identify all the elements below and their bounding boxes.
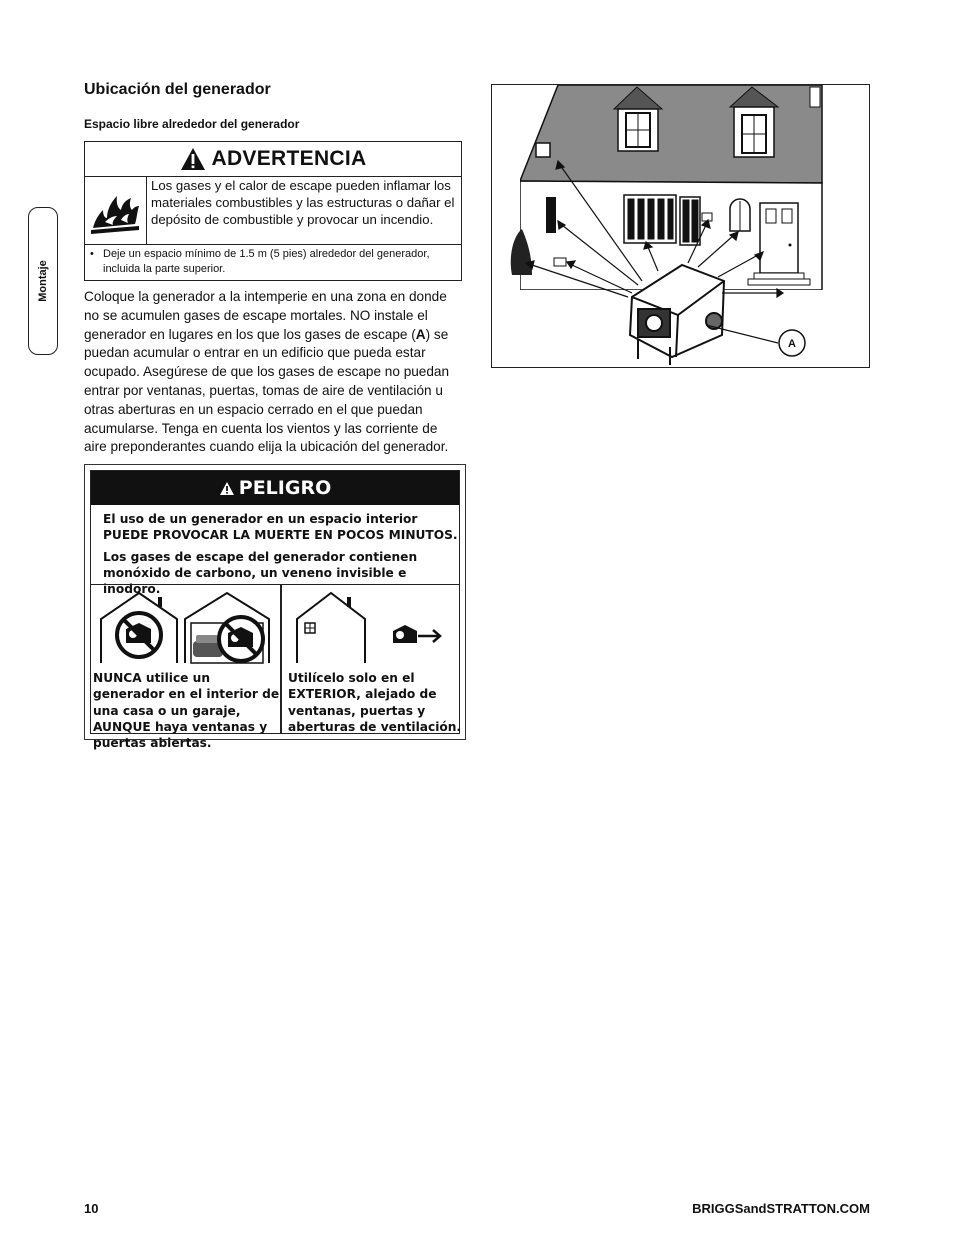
section-title: Ubicación del generador [84,81,271,98]
danger-inner [90,470,462,751]
side-tab [28,207,58,355]
warning-title: ADVERTENCIA [211,147,367,170]
page-number: 10 [84,1201,99,1216]
house-generator-drawing [492,85,868,366]
no-indoor-pictogram [95,589,275,667]
danger-line-1: El uso de un generador en un espacio interior PUEDE PROVOCAR LA MUERTE EN POCOS MINUTOS. [103,512,458,542]
warning-triangle-icon [180,147,206,171]
side-tab-label: Montaje [37,260,49,302]
danger-title: PELIGRO [238,477,332,499]
warning-box [84,141,462,281]
generator-placement-illustration [491,84,870,368]
danger-line-2: Los gases de escape del generador contienen monóxido de carbono, un veneno invisible e inodoro. [103,550,418,596]
body-text-after: ) se puedan acumular o entrar en un edificio que pueda estar ocupado. Asegúrese de que los gases de escape no puedan entrar por ventanas, puertas, tomas de aire de ventilación u otras aberturas en un espacio cerrado en el que puedan acumularse. Tenga en cuenta los vientos y las corriente de aire preponderantes cuando elija la ubicación del generador. [84,326,450,455]
warning-text: Los gases y el calor de escape pueden inflamar los materiales combustibles y las estructuras o dañar el depósito de combustible y provocar un incendio. [151,178,455,227]
danger-header [91,471,459,505]
body-text-before: Coloque la generador a la intemperie en una zona en donde no se acumulen gases de escape mortales. NO instale el generador en lugares en los que los gases de escape ( [84,289,447,342]
callout-label-a: A [788,338,796,350]
danger-caption-right: Utilícelo solo en el EXTERIOR, alejado de ventanas, puertas y aberturas de ventilación. [288,671,462,734]
warning-header [85,142,461,177]
website-link[interactable]: BRIGGSandSTRATTON.COM [692,1201,870,1216]
body-paragraph [84,288,460,457]
fire-icon-cell [85,176,147,244]
danger-pictogram-grid [91,584,462,751]
warning-bullet: • Deje un espacio mínimo de 1.5 m (5 pies) alrededor del generador, incluida la parte superior. [85,244,461,280]
danger-caption-left: NUNCA utilice un generador en el interior de una casa o un garaje, AUNQUE haya ventanas y puertas abiertas. [93,671,280,751]
danger-box [84,464,466,751]
danger-triangle-icon [219,481,235,496]
subsection-title: Espacio libre alrededor del generador [84,117,300,131]
outdoor-use-pictogram [287,589,459,667]
fire-icon [85,176,145,242]
body-text-bold: A [415,326,426,342]
